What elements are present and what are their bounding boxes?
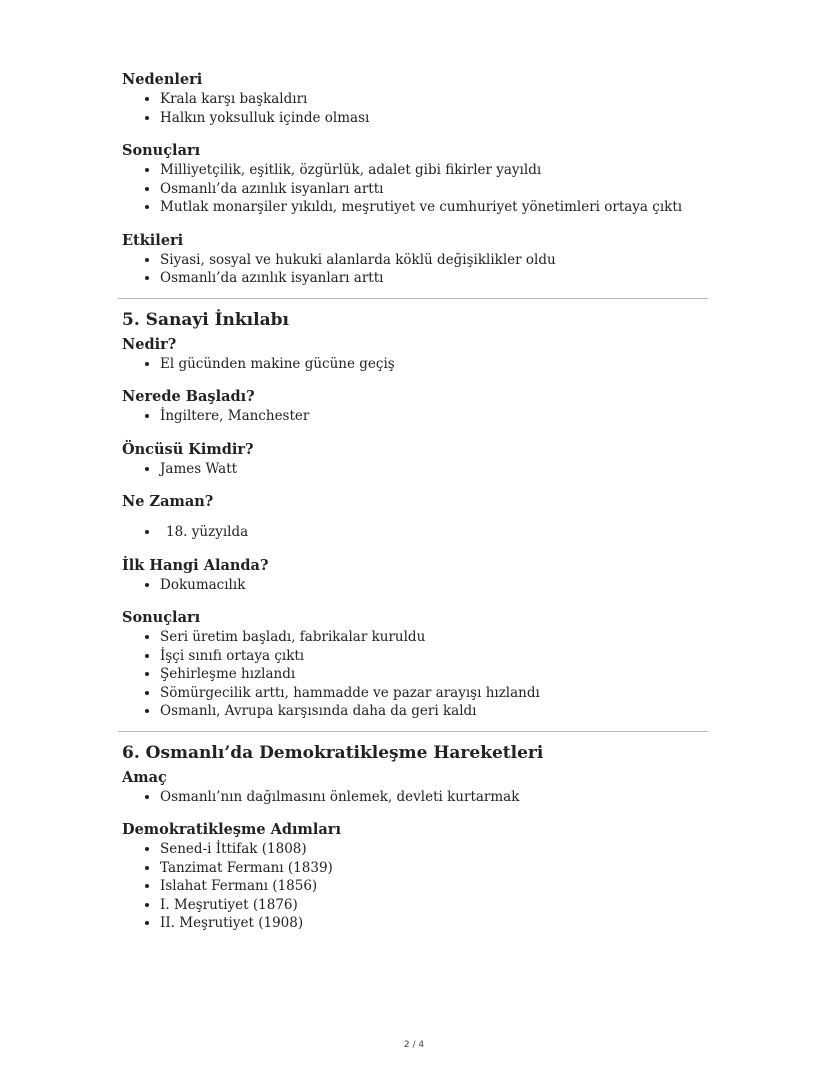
section-divider: [118, 731, 708, 732]
document-content: [122, 70, 712, 933]
list-item: • Osmanlı, Avrupa karşısında daha da geri kaldı: [160, 702, 712, 721]
list-item: • I. Meşrutiyet (1876): [160, 896, 712, 915]
ihtilal-sonuclari-heading: Sonuçları: [122, 142, 201, 159]
nedenleri-heading: Nedenleri: [122, 71, 203, 88]
ilk-alan-heading: İlk Hangi Alanda?: [122, 556, 269, 574]
demokratiklesme-title: 6. Osmanlı’da Demokratikleşme Hareketleri: [122, 742, 544, 763]
page-number: 2 / 4: [403, 1040, 425, 1050]
adimlar-heading: Demokratikleşme Adımları: [122, 821, 341, 838]
amac-list: [122, 788, 712, 807]
nerede-basladi-list: [122, 407, 712, 426]
list-item: • İngiltere, Manchester: [160, 407, 712, 426]
section-divider: [118, 298, 708, 299]
list-item: • El gücünden makine gücüne geçiş: [160, 355, 712, 374]
list-item: • Krala karşı başkaldırı: [160, 90, 712, 109]
list-item: • Halkın yoksulluk içinde olması: [160, 109, 712, 128]
oncusu-list: [122, 460, 712, 479]
amac-heading: Amaç: [122, 768, 167, 786]
sanayi-inkilabi-title: 5. Sanayi İnkılabı: [122, 309, 289, 330]
list-item: • Siyasi, sosyal ve hukuki alanlarda köklü değişiklikler oldu: [160, 251, 712, 270]
list-item: • II. Meşrutiyet (1908): [160, 914, 712, 933]
nerede-basladi-heading: Nerede Başladı?: [122, 388, 255, 405]
adimlar-list: [122, 840, 712, 933]
nedir-list: [122, 355, 712, 374]
list-item: • Tanzimat Fermanı (1839): [160, 859, 712, 878]
list-item: • Islahat Fermanı (1856): [160, 877, 712, 896]
list-item: • James Watt: [160, 460, 712, 479]
sanayi-sonuclari-heading: Sonuçları: [122, 609, 201, 626]
ihtilal-sonuclari-list: [122, 161, 712, 217]
list-item: • Sened-i İttifak (1808): [160, 840, 712, 859]
ne-zaman-list: [122, 523, 712, 542]
nedir-heading: Nedir?: [122, 335, 177, 353]
ilk-alan-list: [122, 576, 712, 595]
list-item: • Osmanlı’da azınlık isyanları arttı: [160, 269, 712, 288]
list-item: • İşçi sınıfı ortaya çıktı: [160, 647, 712, 666]
list-item: • Osmanlı’da azınlık isyanları arttı: [160, 180, 712, 199]
list-item: • Sömürgecilik arttı, hammadde ve pazar arayışı hızlandı: [160, 684, 712, 703]
list-item: • Osmanlı’nın dağılmasını önlemek, devleti kurtarmak: [160, 788, 712, 807]
list-item: [160, 523, 712, 542]
list-item: • Seri üretim başladı, fabrikalar kuruldu: [160, 628, 712, 647]
oncusu-heading: Öncüsü Kimdir?: [122, 440, 254, 458]
ne-zaman-heading: Ne Zaman?: [122, 493, 214, 510]
ne-zaman-text: • 18. yüzyılda: [166, 524, 249, 540]
list-item: • Şehirleşme hızlandı: [160, 665, 712, 684]
etkileri-heading: Etkileri: [122, 231, 184, 249]
etkileri-list: [122, 251, 712, 288]
list-item: • Mutlak monarşiler yıkıldı, meşrutiyet ve cumhuriyet yönetimleri ortaya çıktı: [160, 198, 712, 217]
nedenleri-list: [122, 90, 712, 127]
sanayi-sonuclari-list: [122, 628, 712, 721]
list-item: • Dokumacılık: [160, 576, 712, 595]
list-item: • Milliyetçilik, eşitlik, özgürlük, adalet gibi fikirler yayıldı: [160, 161, 712, 180]
